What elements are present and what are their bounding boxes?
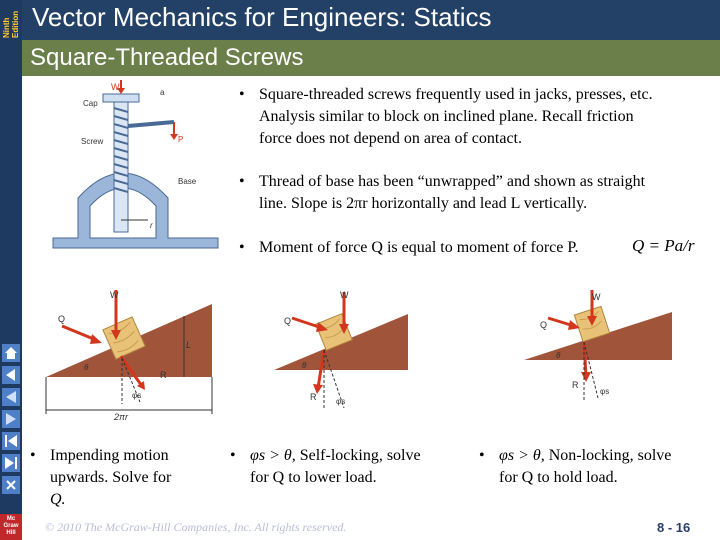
dimension-lines	[46, 377, 212, 414]
phi-label: φs	[600, 387, 610, 396]
jack-p-label: P	[178, 135, 184, 144]
home-icon[interactable]	[2, 344, 20, 362]
moment-formula: Q = Pa/r	[632, 236, 695, 255]
last-slide-icon[interactable]	[2, 454, 20, 472]
copyright-notice: © 2010 The McGraw-Hill Companies, Inc. All rights reserved.	[45, 520, 347, 534]
jack-lever	[128, 122, 174, 126]
w-label: W	[110, 290, 119, 300]
jack-screw-label: Screw	[81, 137, 104, 146]
force-q-arrow	[62, 326, 96, 340]
r-label: R	[160, 370, 167, 380]
course-title: Vector Mechanics for Engineers: Statics	[32, 2, 492, 32]
jack-r-label: r	[150, 221, 153, 230]
theta-label: θ	[84, 363, 89, 372]
theta-label: θ	[556, 351, 561, 360]
jack-base-label: Base	[178, 177, 197, 186]
incline-diagram-non-locking	[512, 284, 682, 424]
r-label: R	[572, 380, 579, 390]
q-label: Q	[284, 316, 292, 326]
phi-label: φs	[132, 391, 142, 400]
incline-diagram-upward	[34, 282, 254, 422]
exit-icon[interactable]	[2, 476, 20, 494]
two-pi-r-label: 2πr	[114, 412, 129, 422]
w-label: W	[592, 292, 601, 302]
jack-w-label: W	[111, 82, 120, 92]
q-label: Q	[540, 320, 548, 330]
previous-slide-icon[interactable]	[2, 388, 20, 406]
l-label: L	[186, 340, 192, 350]
first-slide-icon[interactable]	[2, 432, 20, 450]
subtitle-bar	[22, 40, 720, 76]
jack-cap-label: Cap	[83, 99, 98, 108]
publisher-logo: Mc Graw Hill	[0, 514, 22, 540]
theta-label: θ	[302, 361, 307, 370]
edition-label: Ninth Edition	[2, 10, 20, 38]
jack-a-label: a	[160, 88, 165, 97]
page-number: 8 - 16	[657, 520, 691, 535]
screw-jack-figure	[48, 78, 228, 258]
q-label: Q	[58, 314, 66, 324]
back-icon[interactable]	[2, 366, 20, 384]
jack-cap	[103, 94, 139, 102]
incline-diagram-self-locking	[262, 284, 422, 424]
slide-title: Square-Threaded Screws	[30, 44, 304, 71]
header-bar	[22, 0, 720, 40]
r-label: R	[310, 392, 317, 402]
next-slide-icon[interactable]	[2, 410, 20, 428]
phi-label: φs	[336, 397, 346, 406]
w-label: W	[340, 290, 349, 300]
